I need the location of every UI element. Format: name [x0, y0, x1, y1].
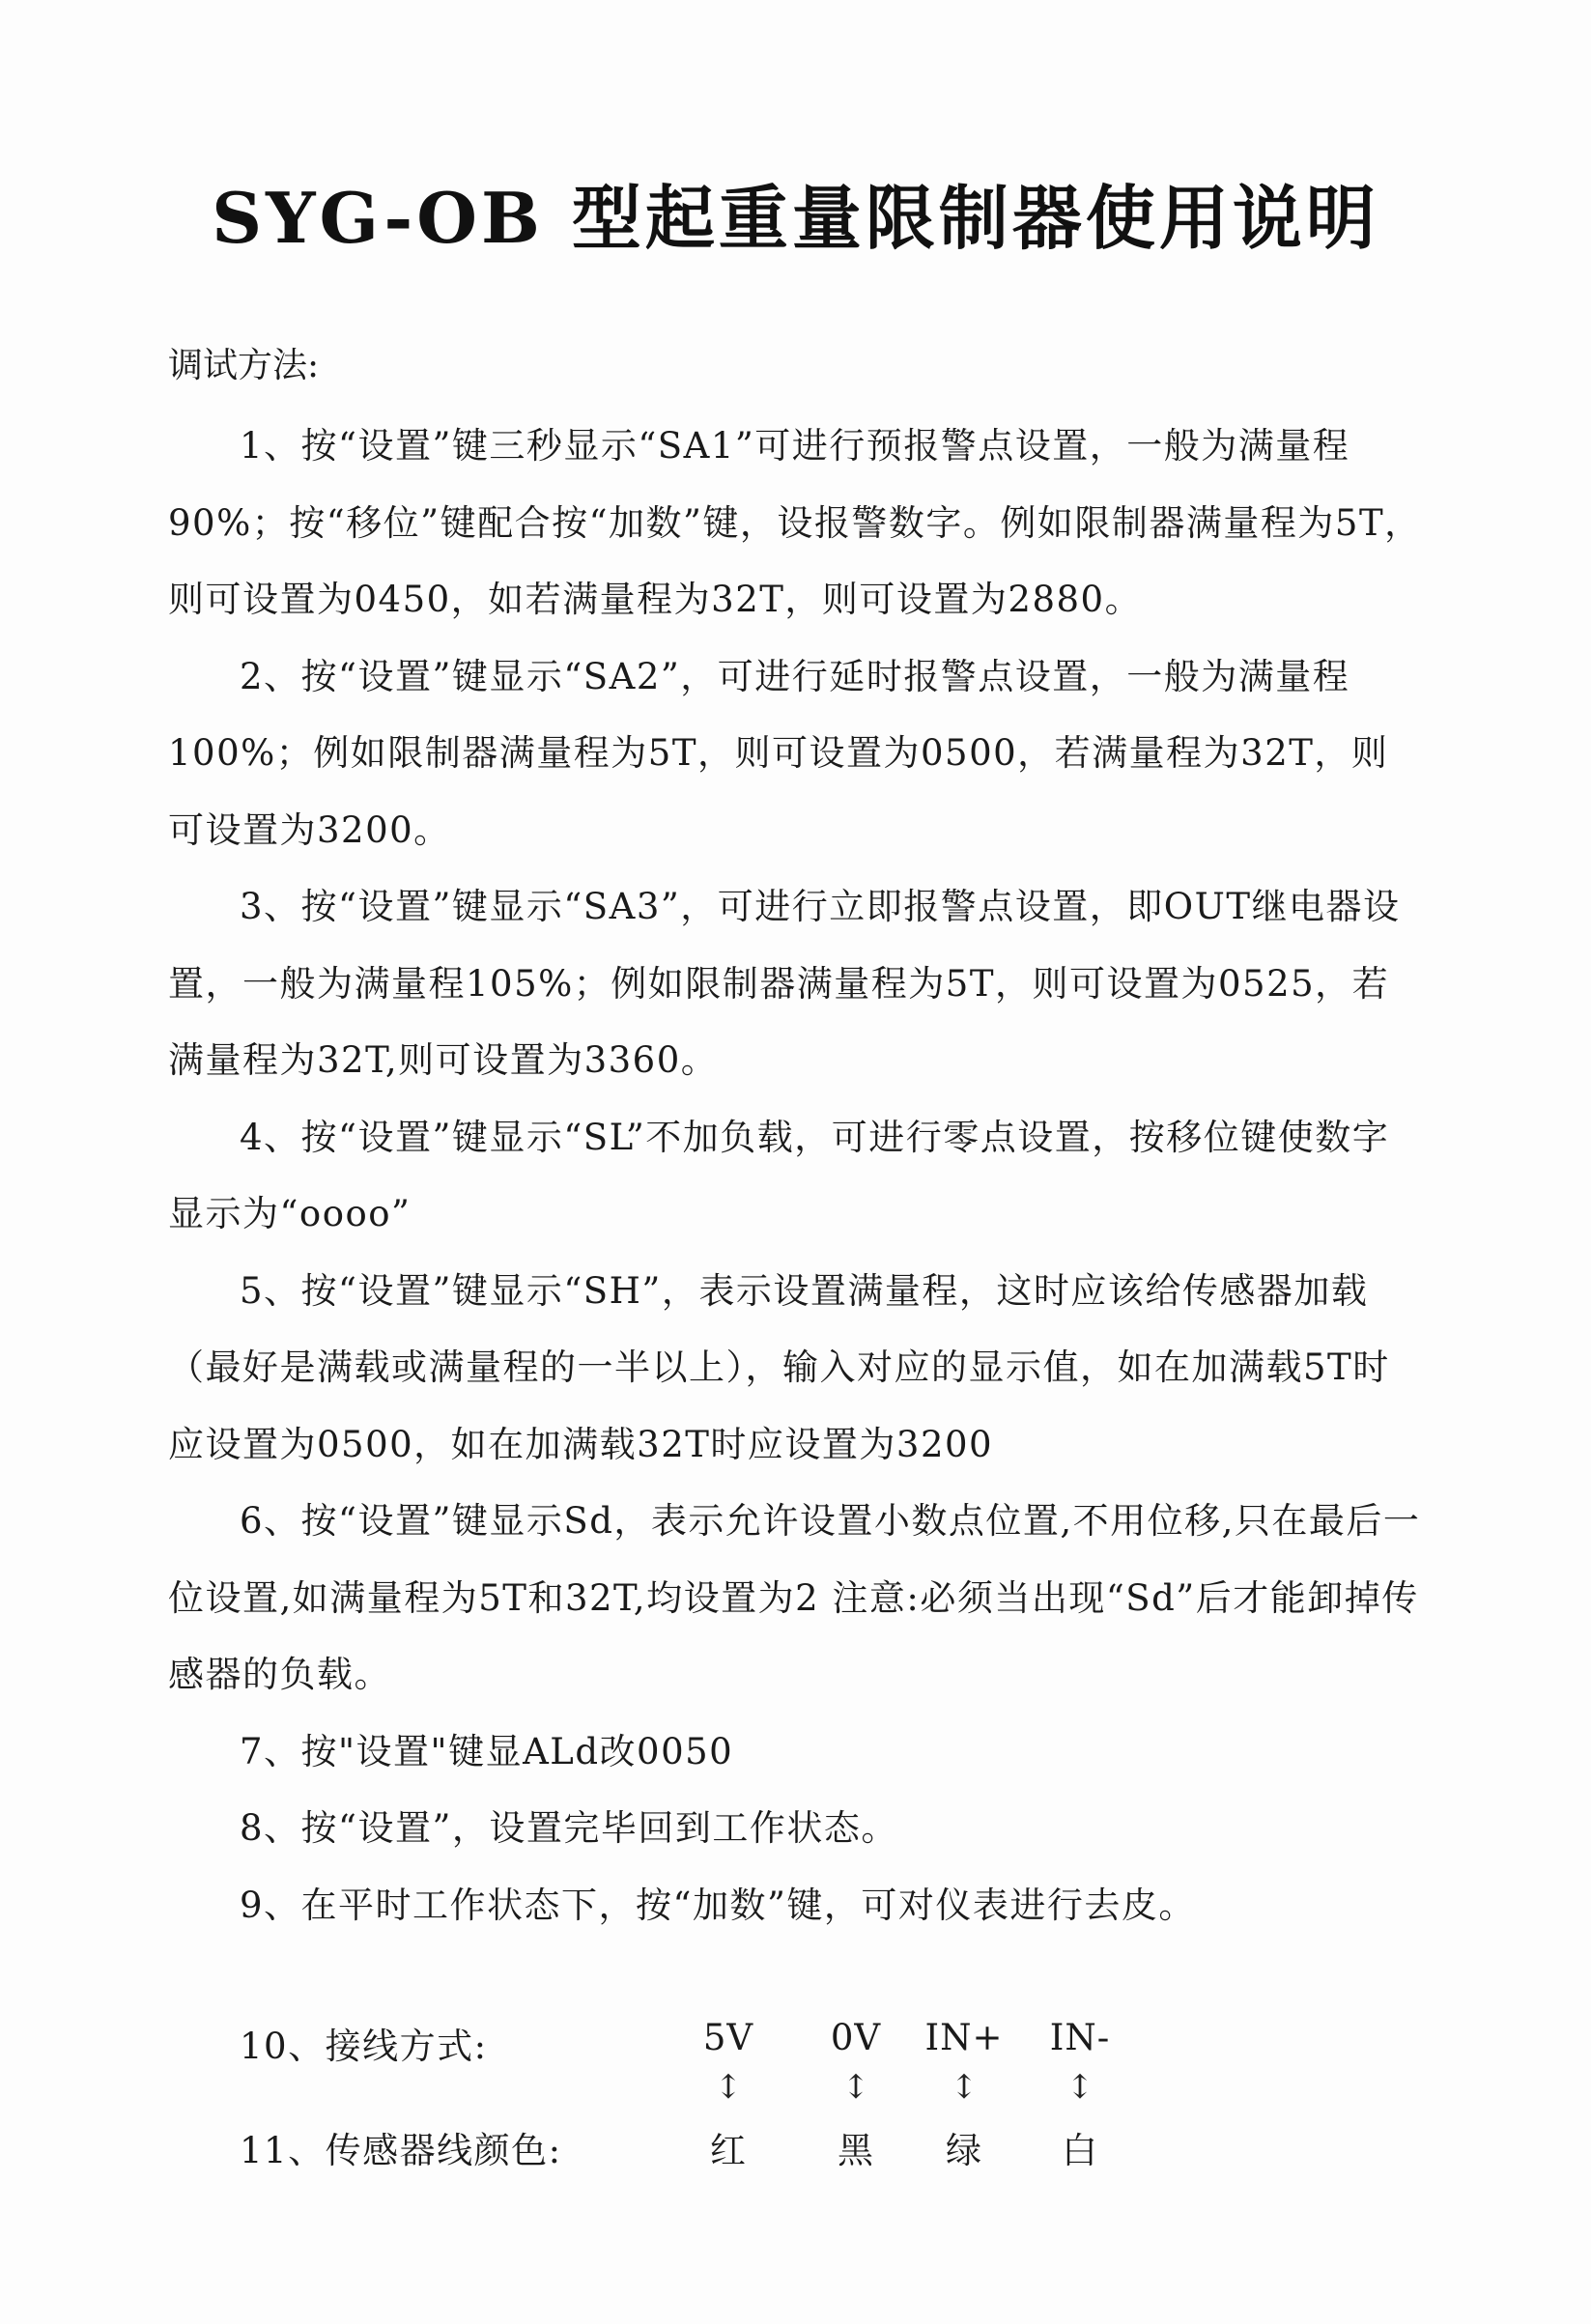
terminal-in-plus: IN+ [924, 2017, 1004, 2058]
instruction-list [168, 408, 1424, 1943]
instruction-step-4: 4、按“设置”键显示“SL”不加负载，可进行零点设置，按移位键使数字显示为“oooo” [168, 1116, 1390, 1234]
double-arrow-icon: ↕ [1065, 2068, 1094, 2107]
instruction-step-8: 8、按“设置”，设置完毕回到工作状态。 [240, 1807, 898, 1849]
section-heading: 调试方法: [168, 346, 320, 385]
instruction-step-5: 5、按“设置”键显示“SH”，表示设置满量程，这时应该给传感器加载（最好是满载或满量程的一半以上），输入对应的显示值，如在加满载5T时应设置为0500，如在加满载32T时应设置为3200 [168, 1269, 1390, 1465]
page-title: SYG-OB 型起重量限制器使用说明 [212, 177, 1379, 259]
instruction-step-7: 7、按"设置"键显ALd改0050 [240, 1730, 734, 1772]
double-arrow-icon: ↕ [714, 2068, 743, 2107]
wire-color-green: 绿 [946, 2130, 982, 2171]
instruction-step-1: 1、按“设置”键三秒显示“SA1”可进行预报警点设置，一般为满量程90%；按“移位”键配合按“加数”键，设报警数字。例如限制器满量程为5T，则可设置为0450，如若满量程为32T，则可设置为2880。 [168, 425, 1422, 620]
instruction-step-9: 9、在平时工作状态下，按“加数”键，可对仪表进行去皮。 [240, 1884, 1196, 1926]
wire-color-white: 白 [1062, 2130, 1098, 2171]
wire-color-label: 11、传感器线颜色: [240, 2130, 562, 2171]
terminal-5v: 5V [702, 2017, 754, 2058]
terminal-0v: 0V [830, 2017, 882, 2058]
instruction-step-2: 2、按“设置”键显示“SA2”，可进行延时报警点设置，一般为满量程100%；例如限制器满量程为5T，则可设置为0500，若满量程为32T，则可设置为3200。 [168, 655, 1389, 851]
double-arrow-icon: ↕ [950, 2068, 979, 2107]
wire-color-red: 红 [710, 2130, 747, 2171]
instruction-step-6: 6、按“设置”键显示Sd，表示允许设置小数点位置,不用位移,只在最后一位设置,如满量程为5T和32T,均设置为2 注意:必须当出现“Sd”后才能卸掉传感器的负载。 [168, 1500, 1421, 1695]
instruction-step-3: 3、按“设置”键显示“SA3”，可进行立即报警点设置，即OUT继电器设置，一般为满量程105%；例如限制器满量程为5T，则可设置为0525，若满量程为32T,则可设置为3360。 [168, 886, 1401, 1081]
terminal-in-minus: IN- [1049, 2017, 1111, 2058]
wiring-label: 10、接线方式: [240, 2026, 488, 2067]
double-arrow-icon: ↕ [841, 2068, 870, 2107]
wire-color-black: 黑 [838, 2130, 874, 2171]
